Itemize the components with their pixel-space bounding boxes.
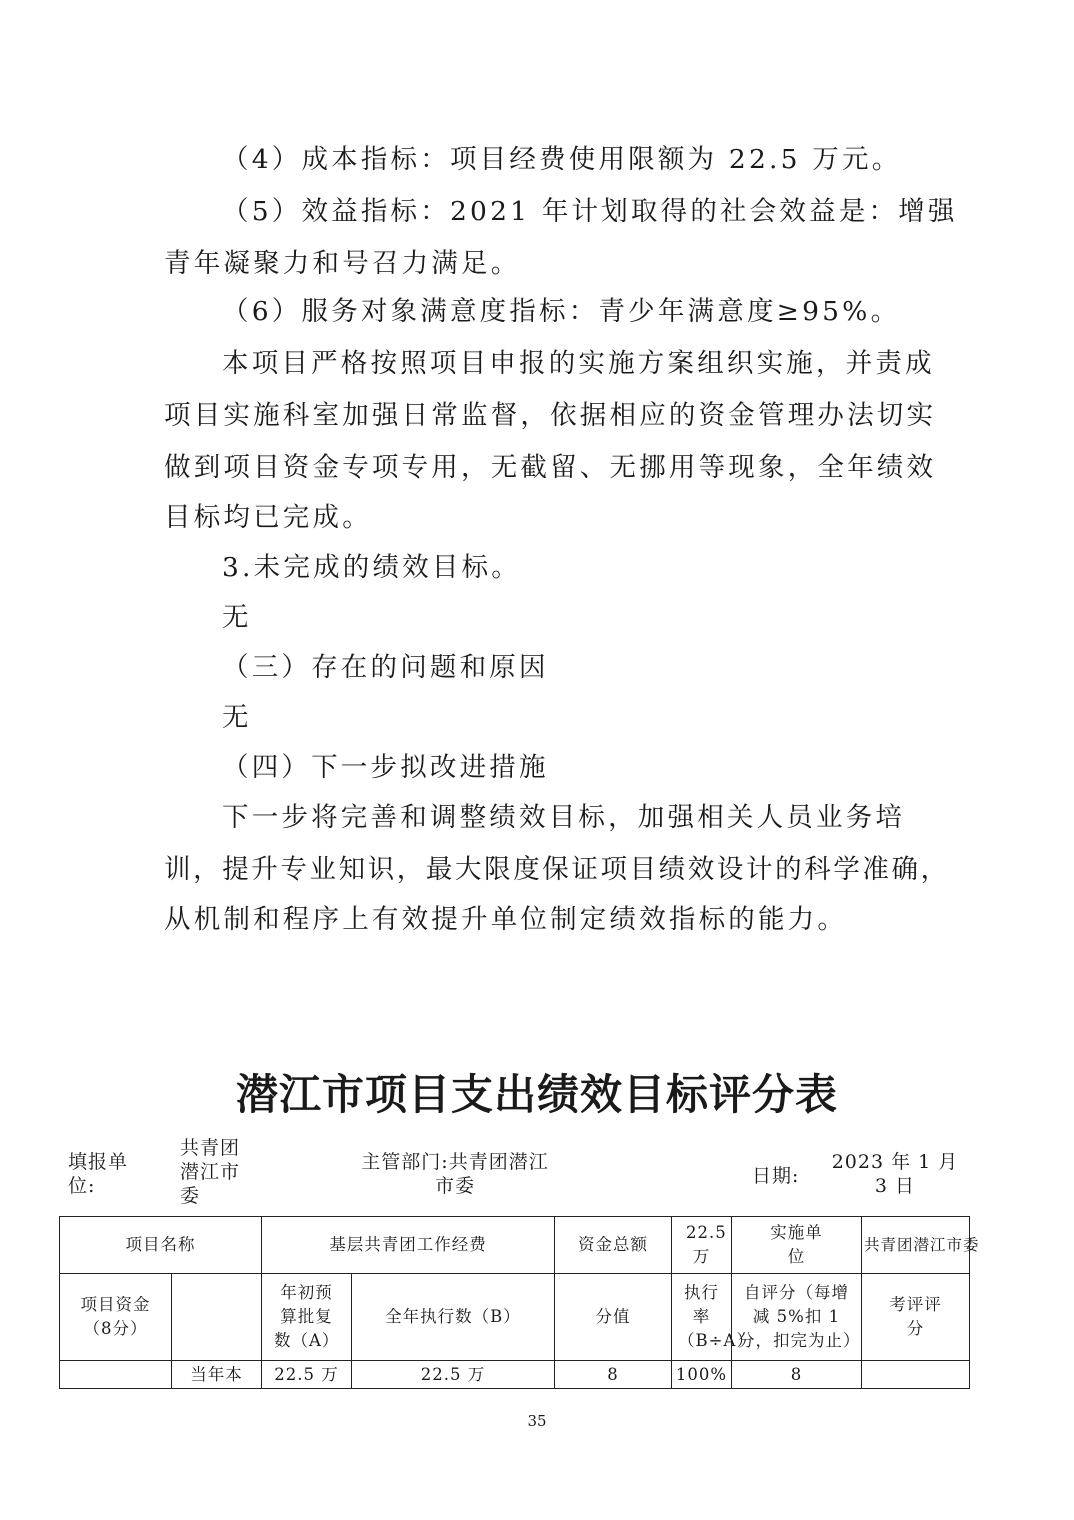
score-value-label: 分值 — [555, 1274, 672, 1361]
paragraph-implementation: 本项目严格按照项目申报的实施方案组织实施，并责成 — [222, 348, 935, 379]
fill-unit-value: 共青团潜江市委 — [180, 1137, 241, 1207]
execution-b-label: 全年执行数（B） — [352, 1274, 555, 1361]
fund-type: 当年本 — [172, 1361, 262, 1389]
table-row — [60, 1217, 970, 1274]
fill-unit-label: 填报单位: — [68, 1151, 129, 1197]
impl-unit-value: 共青团潜江市委 — [862, 1217, 970, 1274]
heading-next-steps: （四）下一步拟改进措施 — [222, 752, 549, 783]
paragraph-implementation-l2: 项目实施科室加强日常监督，依据相应的资金管理办法切实 — [164, 400, 937, 431]
text-none-2: 无 — [222, 702, 252, 733]
heading-problems: （三）存在的问题和原因 — [222, 652, 549, 683]
page-number: 35 — [527, 1412, 547, 1430]
empty-cell — [60, 1361, 172, 1389]
execution-b-value: 22.5 万 — [352, 1361, 555, 1389]
date-value: 2023 年 1 月 3 日 — [831, 1151, 959, 1197]
total-funds-label: 资金总额 — [555, 1217, 672, 1274]
date-label: 日期: — [752, 1165, 800, 1187]
project-name-value: 基层共青团工作经费 — [262, 1217, 555, 1274]
table-row — [60, 1361, 970, 1389]
paragraph-next-steps-l3: 从机制和程序上有效提升单位制定绩效指标的能力。 — [164, 904, 848, 935]
indicator-cost: （4）成本指标：项目经费使用限额为 22.5 万元。 — [222, 144, 902, 175]
paragraph-next-steps: 下一步将完善和调整绩效目标，加强相关人员业务培 — [222, 802, 906, 833]
review-score-value — [862, 1361, 970, 1389]
project-funds-label: 项目资金（8分） — [60, 1274, 172, 1361]
self-score-value: 8 — [732, 1361, 862, 1389]
table-row — [60, 1274, 970, 1361]
project-name-label: 项目名称 — [60, 1217, 262, 1274]
indicator-benefit: （5）效益指标：2021 年计划取得的社会效益是：增强 — [222, 196, 958, 227]
budget-a-value: 22.5 万 — [262, 1361, 352, 1389]
dept-label: 主管部门:共青团潜江市委 — [361, 1151, 549, 1197]
execution-rate-label: 执行率（B÷A） — [672, 1274, 732, 1361]
indicator-benefit-cont: 青年凝聚力和号召力满足。 — [164, 248, 521, 279]
score-table — [59, 1216, 980, 1389]
text-none-1: 无 — [222, 602, 252, 633]
total-funds-value: 22.5 万 — [672, 1217, 732, 1274]
heading-unfinished-goals: 3.未完成的绩效目标。 — [222, 552, 521, 583]
budget-a-label: 年初预算批复数（A） — [262, 1274, 352, 1361]
execution-rate-value: 100% — [672, 1361, 732, 1389]
paragraph-implementation-l3: 做到项目资金专项专用，无截留、无挪用等现象，全年绩效 — [164, 452, 937, 483]
form-title: 潜江市项目支出绩效目标评分表 — [235, 1070, 838, 1119]
paragraph-next-steps-l2: 训，提升专业知识，最大限度保证项目绩效设计的科学准确， — [164, 854, 950, 885]
review-score-label: 考评评分 — [862, 1274, 970, 1361]
impl-unit-label: 实施单位 — [732, 1217, 862, 1274]
self-score-label: 自评分（每增减 5%扣 1 分，扣完为止） — [732, 1274, 862, 1361]
empty-cell — [172, 1274, 262, 1361]
score-value: 8 — [555, 1361, 672, 1389]
indicator-satisfaction: （6）服务对象满意度指标：青少年满意度≥95%。 — [222, 296, 901, 327]
paragraph-implementation-l4: 目标均已完成。 — [164, 502, 372, 533]
